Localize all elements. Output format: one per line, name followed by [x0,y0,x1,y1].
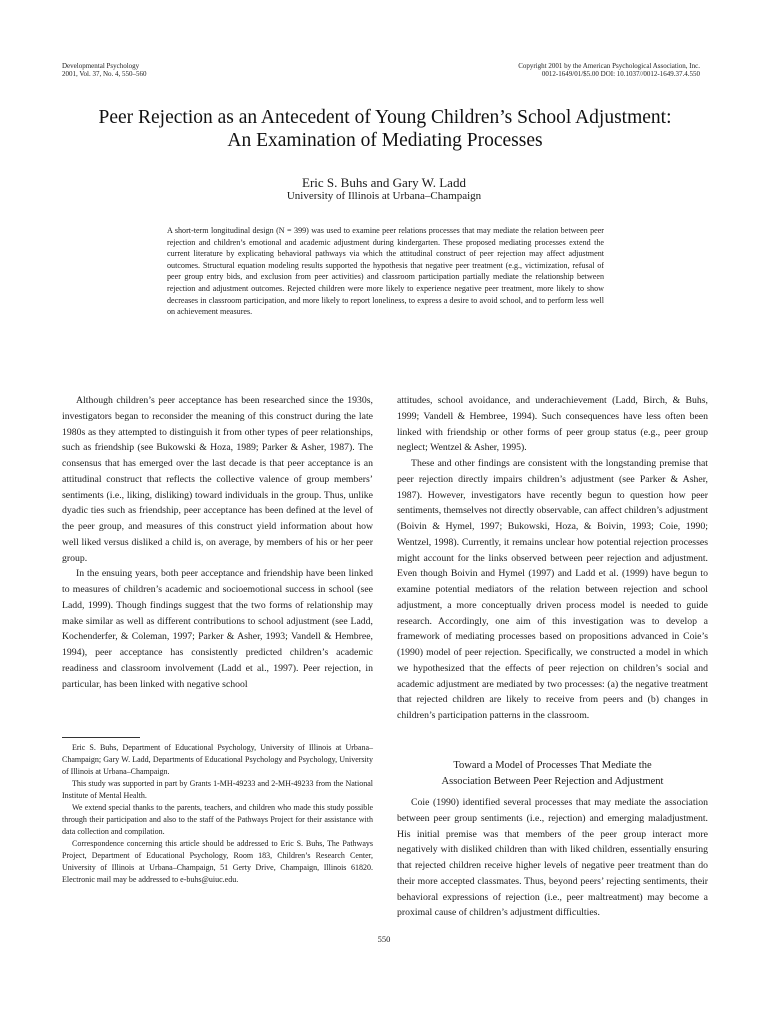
body-paragraph: attitudes, school avoidance, and underachievement (Ladd, Birch, & Buhs, 1999; Vandell & Hembree, 1994). Such consequences have less often been linked with friendship or other forms of peer group status (e.g., peer group neglect; Wentzel & Asher, 1995). [397,395,708,454]
footnote-divider [62,737,140,738]
journal-name: Developmental Psychology [62,62,140,70]
title-line-2: An Examination of Mediating Processes [227,130,543,151]
body-paragraph: These and other findings are consistent with the longstanding premise that peer rejection directly impairs children’s adjustment (see Parker & Asher, 1987). However, investigators have recently begun to question how peer sentiments, themselves not directly observable, can affect children’s adjustment (Boivin & Hymel, 1997; Bukowski, Hoza, & Boivin, 1993; Coie, 1990; Wentzel, 1998). Currently, it remains unclear how potential rejection processes might account for the links observed between peer rejection and adjustment. Even though Boivin and Hymel (1997) and Ladd et al. (1999) have begun to examine potential mediators of the relation between rejection and school adjustment, a more conceptually driven process model is needed to guide research. Accordingly, one aim of this investigation was to develop a framework of mediating processes based on propositions advanced in Coie’s (1990) model of peer rejection. Specifically, we constructed a model in which we hypothesized that the effects of peer rejection on children’s social and academic adjustment are mediated by two processes: (a) the negative treatment that rejected children are likely to receive from peers and (b) changes in children’s participation patterns in the classroom. [397,458,708,721]
page-number: 550 [377,934,391,944]
footnote-correspondence: Correspondence concerning this article should be addressed to Eric S. Buhs, The Pathways Project, Department of Educational Psychology, Room 183, Children’s Research Center, University of Illinois at Urbana–Champaign, 51 Gerty Drive, Champaign, Illinois 61820. Electronic mail may be addressed to e-buhs@uiuc.edu. [62,839,373,884]
paper-title [40,106,730,152]
copyright-line: Copyright 2001 by the American Psychological Association, Inc. [518,62,700,70]
affiliation: University of Illinois at Urbana–Champaign [286,190,482,202]
footnotes [62,742,373,886]
body-left-column [62,393,373,692]
abstract: A short-term longitudinal design (N = 399) was used to examine peer relations processes that may mediate the relation between peer rejection and children’s emotional and academic adjustment during kindergarten. These proposed mediating processes extend the current literature by explicating behavioral pathways via which the attitudinal construct of peer rejection may affect adjustment outcomes. Structural equation modeling results supported the hypothesis that negative peer treatment (e.g., victimization, refusal of peer group entry bids, and exclusion from peer activities) and classroom participation partially mediate the relationship between rejection and adjustment outcomes. Rejected children were more likely to experience negative peer treatment, more likely to show decreases in classroom participation, and more likely to report loneliness, to express a desire to avoid school, and to perform less well on achievement measures. [167,226,604,317]
copyright-header [518,62,700,78]
section-heading-line-2: Association Between Peer Rejection and Adjustment [441,776,664,787]
title-line-1: Peer Rejection as an Antecedent of Young Children’s School Adjustment: [98,107,672,128]
body-right-column-lower [397,795,708,921]
footnote-funding: This study was supported in part by Grants 1-MH-49233 and 2-MH-49233 from the National Institute of Mental Health. [62,779,373,800]
section-heading-line-1: Toward a Model of Processes That Mediate the [453,760,652,771]
footnote-affiliations: Eric S. Buhs, Department of Educational Psychology, University of Illinois at Urbana–Champaign; Gary W. Ladd, Departments of Educational Psychology and Psychology, University of Illinois at Urbana–Champaign. [62,743,373,776]
authors: Eric S. Buhs and Gary W. Ladd [302,175,466,190]
body-right-column [397,393,708,724]
footnote-acknowledgments: We extend special thanks to the parents, teachers, and children who made this study possible through their participation and also to the staff of the Pathways Project for their assistance with data collection and compilation. [62,803,373,836]
doi-line: 0012-1649/01/$5.00 DOI: 10.1037//0012-1649.37.4.550 [541,70,700,78]
body-paragraph: Although children’s peer acceptance has been researched since the 1930s, investigators began to reconsider the meaning of this construct during the late 1980s as they attempted to distinguish it from other types of peer relationships, such as friendship (see Bukowski & Hoza, 1989; Parker & Asher, 1987). The consensus that has emerged over the last decade is that peer acceptance is an attitudinal construct that reflects the collective valence of group members’ sentiments (i.e., liking, disliking) toward individuals in the group. Thus, unlike dyadic ties such as friendship, peer acceptance has been defined at the level of the peer group, and measures of this construct yield information about how well liked versus disliked a child is, on average, by members of his or her peer group. [62,395,373,564]
body-paragraph: Coie (1990) identified several processes that may mediate the association between peer group sentiments (i.e., rejection) and emerging maladjustment. His initial premise was that members of the peer group interact more negatively with disliked children than with liked children, essentially ensuring that rejected children receive higher levels of negative peer treatment than do their more accepted classmates. Thus, beyond peers’ rejecting sentiments, their behavioral expressions of rejection (i.e., peer maltreatment) may become a proximal cause of children’s adjustment difficulties. [397,797,708,919]
section-heading [397,758,708,790]
journal-header [62,62,147,78]
body-paragraph: In the ensuing years, both peer acceptance and friendship have been linked to measures of children’s academic and socioemotional success in school (see Ladd, 1999). Though findings suggest that the two forms of relationship may make similar as well as different contributions to school adjustment (see Ladd, Kochenderfer, & Coleman, 1997; Parker & Asher, 1993; Vandell & Hembree, 1994), peer acceptance has consistently predicted children’s academic readiness and classroom involvement (Ladd et al., 1997). Peer rejection, in particular, has been linked with negative school [62,568,373,690]
journal-volume: 2001, Vol. 37, No. 4, 550–560 [62,70,147,78]
